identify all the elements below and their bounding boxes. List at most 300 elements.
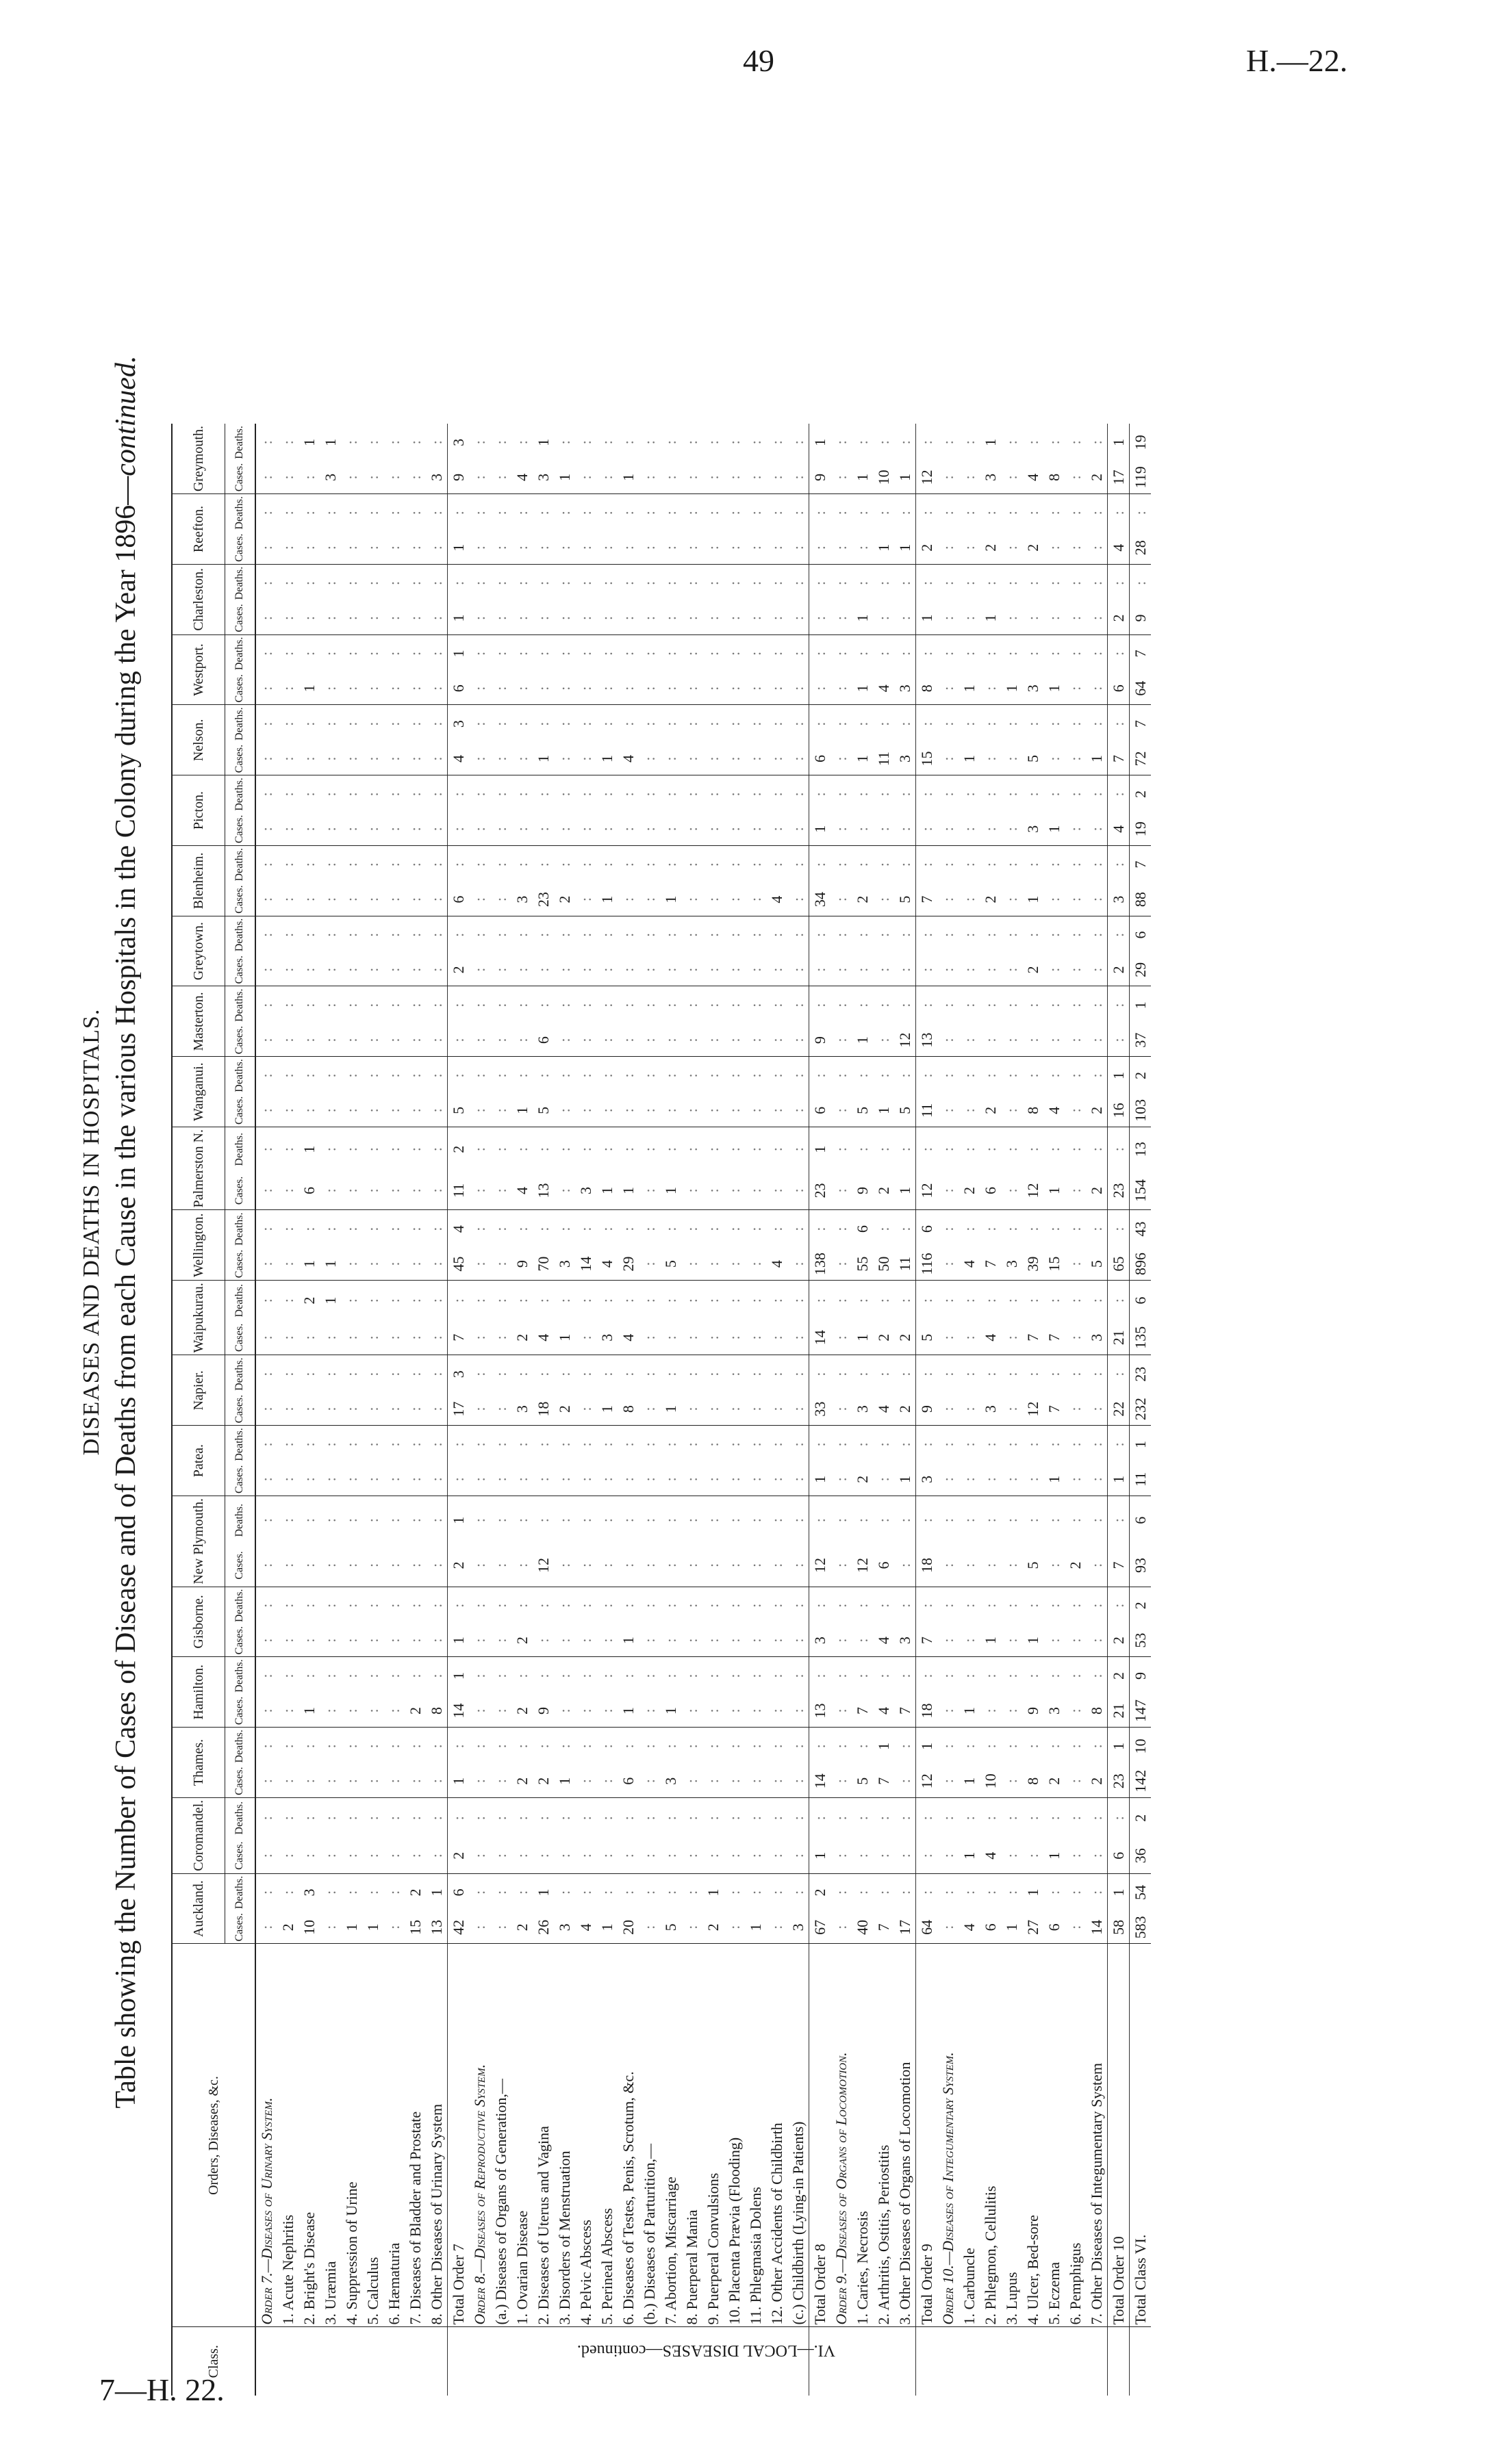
cases-cell: 1: [341, 1911, 362, 1944]
cases-cell: 4: [873, 1695, 894, 1728]
cases-cell: :: [702, 672, 724, 705]
cases-cell: :: [852, 532, 873, 565]
cases-cell: 3: [980, 1393, 1001, 1426]
cases-cell: :: [426, 1463, 448, 1496]
class-cell: [533, 2327, 554, 2396]
cases-cell: 232: [1130, 1393, 1152, 1426]
disease-label: 6. Pemphigus: [1065, 1944, 1086, 2327]
deaths-cell: :: [809, 1587, 831, 1624]
class-cell: [766, 2327, 787, 2396]
cases-cell: 2: [959, 1171, 980, 1210]
table-title-continued: continued.: [110, 355, 142, 476]
deaths-cell: :: [364, 1518, 381, 1523]
deaths-cell: :: [513, 1816, 531, 1821]
header-deaths: Deaths.: [225, 1797, 255, 1838]
deaths-cell: :: [513, 651, 531, 656]
class-cell: [299, 2327, 320, 2396]
deaths-cell: 43: [1130, 1210, 1152, 1248]
deaths-cell: :: [258, 1673, 275, 1678]
cases-cell: :: [383, 813, 405, 846]
cases-cell: :: [724, 461, 745, 494]
cases-cell: :: [681, 532, 702, 565]
deaths-cell: :: [301, 651, 318, 656]
cases-cell: :: [766, 1838, 787, 1874]
deaths-cell: :: [492, 932, 509, 937]
deaths-cell: :: [875, 1442, 892, 1447]
deaths-cell: :: [1003, 440, 1020, 445]
cases-cell: 12: [1022, 1171, 1043, 1210]
cases-cell: :: [490, 813, 511, 846]
deaths-cell: :: [407, 792, 424, 797]
deaths-cell: :: [726, 440, 743, 445]
class-cell: [980, 2327, 1001, 2396]
deaths-cell: :: [854, 1372, 871, 1376]
deaths-cell: :: [407, 1816, 424, 1821]
deaths-cell: :: [726, 792, 743, 797]
deaths-cell: :: [1024, 511, 1041, 515]
deaths-cell: :: [705, 511, 722, 515]
deaths-cell: :: [620, 511, 637, 515]
class-cell: [745, 2327, 766, 2396]
cases-cell: 88: [1130, 883, 1152, 916]
deaths-cell: :: [789, 792, 807, 797]
deaths-cell: :: [322, 1603, 339, 1608]
cases-cell: :: [787, 1765, 809, 1798]
table-row: [660, 424, 681, 2396]
cases-cell: 26: [533, 1911, 554, 1944]
deaths-cell: :: [662, 511, 679, 515]
cases-cell: :: [405, 461, 426, 494]
cases-cell: 9: [809, 1024, 831, 1057]
deaths-cell: :: [1045, 1744, 1063, 1749]
deaths-cell: :: [705, 1073, 722, 1078]
cases-cell: :: [299, 1393, 320, 1426]
deaths-cell: :: [809, 1355, 831, 1393]
cases-cell: 1: [959, 1765, 980, 1798]
deaths-cell: :: [1045, 1442, 1063, 1447]
deaths-cell: 2: [448, 1127, 470, 1172]
deaths-cell: :: [896, 1744, 913, 1749]
deaths-cell: :: [662, 1298, 679, 1303]
cases-cell: :: [299, 1094, 320, 1127]
cases-cell: :: [426, 1094, 448, 1127]
disease-label: 2. Phlegmon, Cellulitis: [980, 1944, 1001, 2327]
deaths-cell: :: [258, 1147, 275, 1152]
deaths-cell: :: [598, 1147, 616, 1152]
deaths-cell: :: [982, 581, 999, 586]
deaths-cell: 2: [407, 1888, 424, 1897]
cases-cell: :: [745, 953, 766, 986]
cases-cell: :: [255, 743, 277, 775]
cases-cell: :: [937, 602, 959, 634]
deaths-cell: :: [428, 932, 445, 937]
cases-cell: :: [639, 1171, 660, 1210]
deaths-cell: :: [916, 424, 938, 461]
cases-cell: :: [980, 1024, 1001, 1057]
table-title-text: Table showing the Number of Cases of Disease and of Deaths from each Cause in the various Hospitals in the Colony during the Year 1896—: [110, 476, 142, 2109]
class-cell: [681, 2327, 702, 2396]
cases-cell: :: [277, 1695, 299, 1728]
deaths-cell: :: [428, 1227, 445, 1231]
deaths-cell: :: [961, 1372, 978, 1376]
deaths-cell: :: [662, 862, 679, 867]
deaths-cell: :: [1003, 1890, 1020, 1895]
deaths-cell: :: [577, 1890, 594, 1895]
cases-cell: :: [469, 1911, 490, 1944]
cases-cell: 6: [448, 883, 470, 916]
cases-cell: :: [830, 1695, 852, 1728]
deaths-cell: :: [705, 651, 722, 656]
deaths-cell: :: [939, 1442, 956, 1447]
deaths-cell: :: [1045, 1073, 1063, 1078]
header-deaths: Deaths.: [225, 775, 255, 813]
deaths-cell: :: [279, 1003, 296, 1008]
deaths-cell: :: [875, 792, 892, 797]
cases-cell: :: [533, 1624, 554, 1657]
cases-cell: :: [448, 1024, 470, 1057]
deaths-cell: 6: [1130, 1496, 1152, 1545]
cases-cell: :: [745, 1544, 766, 1587]
deaths-cell: :: [916, 1873, 938, 1911]
header-hospital: New Plymouth.: [172, 1496, 225, 1587]
cases-cell: :: [702, 1024, 724, 1057]
deaths-cell: :: [982, 1442, 999, 1447]
document-reference: H.—22.: [1246, 43, 1348, 78]
deaths-cell: :: [556, 862, 573, 867]
deaths-cell: :: [726, 581, 743, 586]
cases-cell: :: [702, 1320, 724, 1355]
cases-cell: :: [533, 672, 554, 705]
deaths-cell: :: [982, 1673, 999, 1678]
cases-cell: :: [596, 672, 618, 705]
cases-cell: :: [426, 1024, 448, 1057]
deaths-cell: :: [809, 845, 831, 883]
cases-cell: :: [1086, 1463, 1108, 1496]
cases-cell: :: [916, 813, 938, 846]
cases-cell: :: [787, 461, 809, 494]
cases-cell: :: [1001, 1024, 1022, 1057]
header-cases: Cases.: [225, 1320, 255, 1355]
deaths-cell: :: [768, 581, 785, 586]
deaths-cell: :: [1024, 1298, 1041, 1303]
deaths-cell: :: [641, 1442, 658, 1447]
cases-cell: :: [681, 883, 702, 916]
cases-cell: :: [596, 602, 618, 634]
cases-cell: :: [660, 813, 681, 846]
deaths-cell: 1: [322, 438, 339, 446]
deaths-cell: :: [939, 511, 956, 515]
deaths-cell: :: [939, 1298, 956, 1303]
deaths-cell: :: [768, 792, 785, 797]
table-row: [426, 424, 448, 2396]
header-cases: Cases.: [225, 461, 255, 494]
cases-cell: :: [1043, 602, 1065, 634]
cases-cell: :: [894, 1838, 916, 1874]
deaths-cell: :: [428, 1673, 445, 1678]
cases-cell: :: [937, 813, 959, 846]
cases-cell: 9: [1130, 602, 1152, 634]
deaths-cell: :: [768, 1147, 785, 1152]
deaths-cell: :: [471, 1518, 488, 1523]
cases-cell: :: [1065, 1911, 1086, 1944]
cases-cell: :: [702, 1393, 724, 1426]
cases-cell: 12: [852, 1544, 873, 1587]
deaths-cell: :: [1108, 705, 1130, 743]
deaths-cell: :: [513, 1442, 531, 1447]
deaths-cell: :: [726, 932, 743, 937]
cases-cell: 116: [916, 1248, 938, 1281]
deaths-cell: :: [939, 651, 956, 656]
deaths-cell: :: [598, 1673, 616, 1678]
header-hospital: Waipukurau.: [172, 1281, 225, 1355]
deaths-cell: :: [747, 932, 764, 937]
deaths-cell: 2: [1130, 1057, 1152, 1094]
cases-cell: :: [959, 1544, 980, 1587]
deaths-cell: :: [1045, 440, 1063, 445]
deaths-cell: :: [1067, 440, 1084, 445]
cases-cell: 1: [852, 1024, 873, 1057]
cases-cell: :: [362, 743, 383, 775]
header-deaths: Deaths.: [225, 1728, 255, 1765]
deaths-cell: :: [875, 1147, 892, 1152]
header-hospital: Auckland.: [172, 1873, 225, 1944]
cases-cell: :: [320, 743, 341, 775]
cases-cell: 2: [405, 1695, 426, 1728]
deaths-cell: :: [343, 1372, 360, 1376]
cases-cell: 3: [1001, 1248, 1022, 1281]
cases-cell: 14: [809, 1320, 831, 1355]
deaths-cell: :: [598, 1372, 616, 1376]
cases-cell: :: [383, 1024, 405, 1057]
cases-cell: 135: [1130, 1320, 1152, 1355]
deaths-cell: :: [683, 792, 700, 797]
deaths-cell: :: [683, 1227, 700, 1231]
cases-cell: :: [959, 1624, 980, 1657]
header-cases: Cases.: [225, 1463, 255, 1496]
cases-cell: :: [809, 532, 831, 565]
cases-cell: :: [341, 1248, 362, 1281]
table-row: [787, 424, 809, 2396]
deaths-cell: :: [982, 932, 999, 937]
table-row: [959, 424, 980, 2396]
cases-cell: 23: [533, 883, 554, 916]
class-cell: [362, 2327, 383, 2396]
deaths-cell: :: [683, 721, 700, 726]
deaths-cell: :: [428, 1298, 445, 1303]
cases-cell: :: [787, 1544, 809, 1587]
deaths-cell: :: [258, 1372, 275, 1376]
deaths-cell: :: [896, 1518, 913, 1523]
deaths-cell: :: [385, 1298, 403, 1303]
deaths-cell: :: [641, 1147, 658, 1152]
deaths-cell: :: [556, 1372, 573, 1376]
class-cell: [405, 2327, 426, 2396]
deaths-cell: :: [428, 862, 445, 867]
deaths-cell: 2: [809, 1873, 831, 1911]
cases-cell: :: [1001, 1463, 1022, 1496]
deaths-cell: :: [577, 651, 594, 656]
header-hospital: Thames.: [172, 1728, 225, 1798]
deaths-cell: :: [854, 1003, 871, 1008]
deaths-cell: :: [747, 792, 764, 797]
deaths-cell: :: [535, 511, 552, 515]
deaths-cell: 2: [1108, 1657, 1130, 1695]
deaths-cell: :: [492, 440, 509, 445]
cases-cell: :: [1108, 1024, 1130, 1057]
class-cell: [255, 2327, 277, 2396]
cases-cell: :: [405, 602, 426, 634]
deaths-cell: :: [747, 1227, 764, 1231]
deaths-cell: :: [364, 721, 381, 726]
disease-label: 11. Phlegmasia Dolens: [745, 1944, 766, 2327]
cases-cell: :: [554, 602, 575, 634]
deaths-cell: :: [513, 792, 531, 797]
cases-cell: 1: [1022, 1624, 1043, 1657]
cases-cell: 11: [1130, 1463, 1152, 1496]
deaths-cell: :: [789, 1298, 807, 1303]
deaths-cell: :: [961, 862, 978, 867]
deaths-cell: :: [683, 1372, 700, 1376]
cases-cell: :: [383, 1911, 405, 1944]
cases-cell: 70: [533, 1248, 554, 1281]
deaths-cell: :: [258, 511, 275, 515]
deaths-cell: :: [1088, 511, 1105, 515]
deaths-cell: :: [471, 440, 488, 445]
header-hospital: Hamilton.: [172, 1657, 225, 1728]
cases-cell: :: [299, 1765, 320, 1798]
cases-cell: :: [469, 461, 490, 494]
cases-cell: :: [745, 1393, 766, 1426]
deaths-cell: :: [939, 581, 956, 586]
class-label: VI.—LOCAL DISEASES—continued.: [576, 2341, 835, 2359]
deaths-cell: :: [258, 932, 275, 937]
cases-cell: :: [383, 461, 405, 494]
deaths-cell: :: [705, 1298, 722, 1303]
cases-cell: :: [1065, 1024, 1086, 1057]
deaths-cell: :: [747, 721, 764, 726]
cases-cell: 58: [1108, 1911, 1130, 1944]
deaths-cell: :: [1003, 581, 1020, 586]
deaths-cell: :: [556, 932, 573, 937]
deaths-cell: :: [1045, 1890, 1063, 1895]
deaths-cell: :: [961, 1442, 978, 1447]
deaths-cell: :: [279, 440, 296, 445]
cases-cell: :: [702, 953, 724, 986]
deaths-cell: :: [726, 1003, 743, 1008]
cases-cell: 3: [1043, 1695, 1065, 1728]
class-cell: [639, 2327, 660, 2396]
cases-cell: :: [320, 1911, 341, 1944]
cases-cell: :: [255, 953, 277, 986]
cases-cell: :: [405, 1463, 426, 1496]
cases-cell: :: [341, 1624, 362, 1657]
cases-cell: 1: [618, 1624, 639, 1657]
cases-cell: 5: [533, 1094, 554, 1127]
cases-cell: :: [299, 1544, 320, 1587]
cases-cell: :: [426, 1171, 448, 1210]
cases-cell: 1: [448, 1624, 470, 1657]
deaths-cell: :: [279, 1518, 296, 1523]
deaths-cell: :: [961, 721, 978, 726]
deaths-cell: :: [535, 1603, 552, 1608]
cases-cell: :: [639, 461, 660, 494]
deaths-cell: :: [301, 581, 318, 586]
cases-cell: :: [724, 813, 745, 846]
deaths-cell: :: [641, 1890, 658, 1895]
deaths-cell: :: [1088, 721, 1105, 726]
disease-label: 7. Abortion, Miscarriage: [660, 1944, 681, 2327]
deaths-cell: :: [428, 581, 445, 586]
deaths-cell: :: [961, 1227, 978, 1231]
deaths-cell: :: [789, 1744, 807, 1749]
deaths-cell: :: [279, 1816, 296, 1821]
deaths-cell: :: [1067, 721, 1084, 726]
deaths-cell: :: [726, 1518, 743, 1523]
cases-cell: 1: [852, 602, 873, 634]
cases-cell: :: [639, 1544, 660, 1587]
deaths-cell: :: [258, 792, 275, 797]
table-row: [277, 424, 299, 2396]
header-hospital: Westport.: [172, 634, 225, 705]
diseases-table: [171, 424, 1151, 2396]
deaths-cell: :: [556, 721, 573, 726]
deaths-cell: :: [556, 1816, 573, 1821]
cases-cell: 72: [1130, 743, 1152, 775]
deaths-cell: :: [385, 1003, 403, 1008]
cases-cell: :: [937, 532, 959, 565]
class-cell: [959, 2327, 980, 2396]
deaths-cell: :: [809, 1797, 831, 1838]
deaths-cell: :: [747, 511, 764, 515]
cases-cell: :: [341, 1024, 362, 1057]
deaths-cell: :: [322, 1003, 339, 1008]
deaths-cell: :: [916, 775, 938, 813]
cases-cell: :: [533, 813, 554, 846]
cases-cell: :: [724, 1393, 745, 1426]
cases-cell: :: [830, 1393, 852, 1426]
deaths-cell: :: [343, 932, 360, 937]
deaths-cell: :: [705, 581, 722, 586]
cases-cell: 4: [766, 883, 787, 916]
cases-cell: :: [511, 1838, 533, 1874]
deaths-cell: :: [683, 581, 700, 586]
cases-cell: :: [1001, 532, 1022, 565]
header-hospital: Wellington.: [172, 1210, 225, 1281]
deaths-cell: :: [1024, 1816, 1041, 1821]
cases-cell: :: [937, 1171, 959, 1210]
deaths-cell: :: [513, 862, 531, 867]
table-row: [1130, 424, 1152, 2396]
cases-cell: :: [618, 602, 639, 634]
cases-cell: :: [618, 1094, 639, 1127]
cases-cell: :: [554, 1544, 575, 1587]
cases-cell: :: [255, 672, 277, 705]
deaths-cell: :: [1003, 792, 1020, 797]
cases-cell: :: [830, 1248, 852, 1281]
cases-cell: 14: [575, 1248, 596, 1281]
disease-label: Total Order 9: [916, 1944, 938, 2327]
cases-cell: :: [745, 743, 766, 775]
class-cell: [320, 2327, 341, 2396]
deaths-cell: :: [492, 1298, 509, 1303]
deaths-cell: :: [301, 1227, 318, 1231]
deaths-cell: :: [1024, 440, 1041, 445]
cases-cell: :: [937, 672, 959, 705]
deaths-cell: :: [322, 651, 339, 656]
deaths-cell: :: [662, 1003, 679, 1008]
cases-cell: 12: [916, 1765, 938, 1798]
cases-cell: 18: [533, 1393, 554, 1426]
